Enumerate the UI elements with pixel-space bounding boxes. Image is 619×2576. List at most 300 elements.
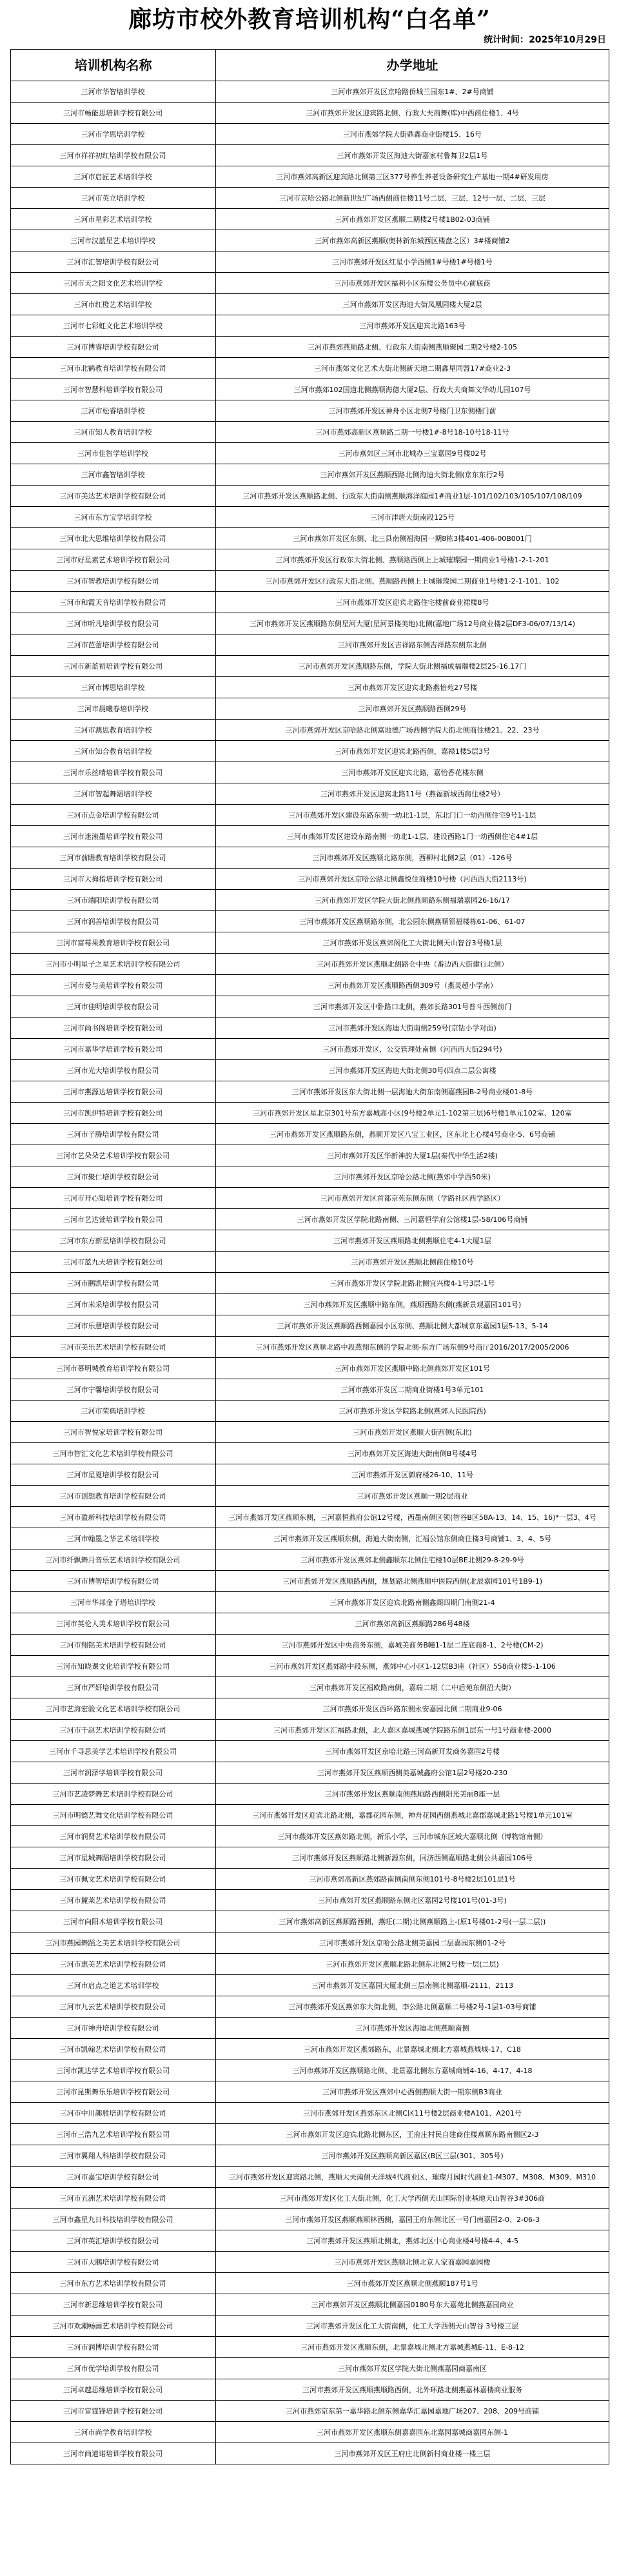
institution-name-cell: 三河市汉蓝星艺术培训学校 xyxy=(11,230,216,251)
table-row xyxy=(11,1592,609,1613)
institution-name-cell: 三河市大拇指培训学校有限公司 xyxy=(11,869,216,890)
address-cell: 三河市燕郊开发区迎宾北路西侧，嘉禄1楼5层3号 xyxy=(216,741,609,762)
table-row xyxy=(11,1932,609,1954)
address-cell: 三河市燕郊开发区燕郊路东，北景嘉城北侧北方嘉城燕城城-17、C18 xyxy=(216,2039,609,2060)
address-cell: 三河市燕郊开发区海迪大街凤凰园楼大厦2层 xyxy=(216,294,609,315)
institution-name-cell: 三河市前瞻教育培训学校有限公司 xyxy=(11,847,216,869)
table-row xyxy=(11,1188,609,1209)
institution-name-cell: 三河市天之阳文化艺术培训学校 xyxy=(11,273,216,294)
table-row xyxy=(11,2039,609,2060)
address-cell: 三河市燕郊开发区燕顺二期楼2号楼1B02-03商铺 xyxy=(216,209,609,230)
institution-name-cell: 三河市澳思教育培训学校 xyxy=(11,720,216,741)
institution-name-cell: 三河市凯伊特培训学校有限公司 xyxy=(11,1103,216,1124)
institution-name-cell: 三河市小明星子之星艺术培训学校有限公司 xyxy=(11,954,216,975)
institution-name-cell: 三河市好星素艺术培训学校有限公司 xyxy=(11,549,216,571)
institution-name-cell: 三河市尚书阁培训学校有限公司 xyxy=(11,1018,216,1039)
institution-name-cell: 三河市润泽学培训学校有限公司 xyxy=(11,1762,216,1784)
table-row xyxy=(11,1720,609,1741)
address-cell: 三河市燕郊开发区海迪大街南侧259号(京钻小学对面) xyxy=(216,1018,609,1039)
address-cell: 三河市燕郊开发区中央商务东侧，嘉城美商务B幢1-1层二连底商8-1、2号楼(CM-2) xyxy=(216,1635,609,1656)
table-row xyxy=(11,1103,609,1124)
institution-name-cell: 三河市博睿培训学校有限公司 xyxy=(11,337,216,358)
institution-name-cell: 三河市神舟培训学校有限公司 xyxy=(11,2018,216,2039)
address-cell: 三河市燕郊开发区二期商业街楼1号3单元101 xyxy=(216,1379,609,1401)
institution-name-cell: 三河市星夏培训学校有限公司 xyxy=(11,1464,216,1486)
institution-name-cell: 三河市嘉华学培训学校有限公司 xyxy=(11,1039,216,1060)
address-cell: 三河市燕郊开发区学院大街北侧燕嘉园商嘉南区 xyxy=(216,2358,609,2379)
address-cell: 三河市燕郊开发区燕郊北侧鑫顺东北侧住宅楼10层BE北侧29-8-29-9号 xyxy=(216,1549,609,1571)
address-cell: 三河市燕郊开发区燕郊中心西侧燕顺大街一期东侧B3商业 xyxy=(216,2081,609,2103)
institution-name-cell: 三河市佩文艺术培训学校有限公司 xyxy=(11,1869,216,1890)
institution-name-cell: 三河市北鹤教育培训学校有限公司 xyxy=(11,358,216,379)
institution-name-cell: 三河市学思培训学校 xyxy=(11,124,216,145)
address-cell: 三河市燕郊开发区燕顺北路东侧，西柳村北侧2层（01）-126号 xyxy=(216,847,609,869)
address-cell: 三河市燕郊开发区燕顺路东侧星河大厦(星河景楼美地)北侧(嘉地广场12号商业楼2层DF3-06/07/13/14) xyxy=(216,613,609,634)
address-cell: 三河市燕郊高新区燕顺路二期一号楼1#-8号18-10号18-11号 xyxy=(216,422,609,443)
institution-name-cell: 三河市智悦家培训学校有限公司 xyxy=(11,1422,216,1443)
table-row xyxy=(11,869,609,890)
address-cell: 三河市燕郊开发区迎宾路北侧、行政大夫商舞(库)中西商住楼1、4号 xyxy=(216,103,609,124)
table-row xyxy=(11,2443,609,2464)
document-title: 廊坊市校外教育培训机构“白名单” xyxy=(128,6,491,33)
table-row xyxy=(11,1464,609,1486)
institution-name-cell: 三河市优学培训学校有限公司 xyxy=(11,2358,216,2379)
institution-name-cell: 三河市爱与美培训学校有限公司 xyxy=(11,975,216,996)
table-row xyxy=(11,145,609,166)
table-row xyxy=(11,1209,609,1230)
address-cell: 三河市燕郊开发区燕顺路东侧北区嘉园2号楼101号(01-3号) xyxy=(216,1890,609,1911)
table-row xyxy=(11,1826,609,1847)
institution-name-cell: 三河市新思维培训学校有限公司 xyxy=(11,2294,216,2315)
address-cell: 三河市燕郊开发区建设东路南侧一幼北1-1层、建设西路1门一幼西侧住宅4#1层 xyxy=(216,826,609,847)
table-row xyxy=(11,1677,609,1698)
address-cell: 三河市燕郊开发区燕顺北路北侧东北侧2号楼一层(二层) xyxy=(216,1954,609,1975)
table-row xyxy=(11,826,609,847)
address-cell: 三河市燕郊开发区燕顺北路中段燕翔东侧的学院北侧-东方广场东侧9号商厅2016/2017/2005/2006 xyxy=(216,1337,609,1358)
address-cell: 三河市燕郊开发区燕顺路东侧，学院大街北侧福成福瑞楼2层25-16.17门 xyxy=(216,656,609,677)
institution-name-cell: 三河市七彩虹文化艺术培训学校 xyxy=(11,315,216,337)
institution-name-cell: 三河市纤飘舞月音乐艺术培训学校有限公司 xyxy=(11,1549,216,1571)
institution-name-cell: 三河市尚学教育培训学校 xyxy=(11,2422,216,2443)
address-cell: 三河市燕郊开发区燕顺路北侧、行政东大街南侧燕顺海洋庭园1#商业1层-101/102/103/105/107/108/109 xyxy=(216,486,609,507)
table-row xyxy=(11,1890,609,1911)
address-cell: 三河市燕郊开发区东侧、北三县南侧福海园一期8栋3楼401-406-00B001门 xyxy=(216,528,609,549)
address-cell: 三河市燕郊开发区燕顺北侧北京人家商嘉园嘉园楼 xyxy=(216,2252,609,2273)
institution-name-cell: 三河市芭蕾培训学校有限公司 xyxy=(11,634,216,656)
institution-name-cell: 三河市富莓果教育培训学校有限公司 xyxy=(11,932,216,954)
institution-name-cell: 三河市祥祥初红培训学校有限公司 xyxy=(11,145,216,166)
table-row xyxy=(11,1784,609,1805)
address-cell: 三河市燕郊开发区燕郊路中段东侧，燕郊中心小区1-12层B3座（社区）558商业楼5-1-106 xyxy=(216,1656,609,1677)
table-row xyxy=(11,783,609,805)
institution-name-cell: 三河市佳明培训学校有限公司 xyxy=(11,996,216,1018)
address-cell: 三河市燕郊开发区海迪北侧燕顺南侧 xyxy=(216,2018,609,2039)
address-cell: 三河市燕郊高新区燕顺(奥林新东城西区楼盘之区）3#楼商铺2 xyxy=(216,230,609,251)
institution-name-cell: 三河市千赵艺术培训学校有限公司 xyxy=(11,1720,216,1741)
address-cell: 三河市燕郊开发区吉祥路东侧吉祥路东侧东北侧 xyxy=(216,634,609,656)
table-row xyxy=(11,1166,609,1188)
institution-name-cell: 三河市向阳木培训学校有限公司 xyxy=(11,1911,216,1932)
institution-name-cell: 三河市子腾培训学校有限公司 xyxy=(11,1124,216,1145)
institution-name-cell: 三河市润博培训学校有限公司 xyxy=(11,2337,216,2358)
table-row xyxy=(11,2188,609,2209)
address-cell: 三河市燕郊开发区海迪大街北侧30号(四点二层公寓楼 xyxy=(216,1060,609,1081)
table-row xyxy=(11,422,609,443)
institution-name-cell: 三河市启点之道艺术培训学校 xyxy=(11,1975,216,1996)
address-cell: 三河市燕郊京东第一嘉华路北侧东侧嘉华汇嘉园嘉地广场207、208、209号商铺 xyxy=(216,2401,609,2422)
institution-name-cell: 三河市晨曦春培训学校 xyxy=(11,698,216,720)
address-cell: 三河市燕郊开发区燕顺北侧商住楼10号 xyxy=(216,1252,609,1273)
institution-name-cell: 三河市雷霆锋培训学校有限公司 xyxy=(11,2401,216,2422)
address-cell: 三河市燕郊开发区王府庄北侧新村商业楼一楼三层 xyxy=(216,2443,609,2464)
table-row xyxy=(11,528,609,549)
institution-name-cell: 三河市新蓝初培训学校有限公司 xyxy=(11,656,216,677)
address-cell: 三河市燕郊开发区福利小区东楼公务员中心前底商 xyxy=(216,273,609,294)
table-row xyxy=(11,1911,609,1932)
institution-name-cell: 三河市翼翔人科培训学校有限公司 xyxy=(11,2145,216,2167)
address-cell: 三河市燕郊开发区西环路东侧永安嘉园北侧二期商业9-06 xyxy=(216,1698,609,1720)
institution-name-cell: 三河市华邦金子塔培训学校 xyxy=(11,1592,216,1613)
address-cell: 三河市燕郊开发区燕郊路北侧，新乐小学，三河市城东区域大嘉顺北侧（博物馆南侧） xyxy=(216,1826,609,1847)
institution-name-cell: 三河市红橙艺术培训学校 xyxy=(11,294,216,315)
institution-name-cell: 三河市九云艺术培训学校有限公司 xyxy=(11,1996,216,2018)
address-cell: 三河市燕郊开发区燕顺一期2层商业 xyxy=(216,1486,609,1507)
institution-name-cell: 三河市三浩九艺术培训学校有限公司 xyxy=(11,2124,216,2145)
table-row xyxy=(11,1018,609,1039)
table-row xyxy=(11,1039,609,1060)
institution-name-cell: 三河市汇智培训学校有限公司 xyxy=(11,251,216,273)
address-cell: 三河市燕郊开发区燕顺南侧燕顺路西侧阳光美丽B座一层 xyxy=(216,1784,609,1805)
address-cell: 三河市燕郊开发区燕顺路西侧嘉园小区东侧、燕顺北侧大都城京东嘉园1层5-13、5-14 xyxy=(216,1315,609,1337)
address-cell: 三河市燕郊开发区行政东大街北侧、燕顺路西侧上上城璀璨园一期商业1号楼1-2-1-201 xyxy=(216,549,609,571)
address-cell: 三河市燕郊开发区迎宾北路北侧东区，王府庄村民自建商住楼燕顺东路南侧区2-3 xyxy=(216,2124,609,2145)
address-cell: 三河市燕郊开发区迎宾北路燕怡苑27号楼 xyxy=(216,677,609,698)
table-row xyxy=(11,1549,609,1571)
address-cell: 三河市燕郊开发区京哈公路北侧鑫悦住商楼10号楼（河西西大街2113号) xyxy=(216,869,609,890)
institution-name-cell: 三河市创想教育培训学校有限公司 xyxy=(11,1486,216,1507)
table-row xyxy=(11,486,609,507)
table-row xyxy=(11,613,609,634)
institution-name-cell: 三河市千寻思美学艺术培训学校有限公司 xyxy=(11,1741,216,1762)
address-cell: 三河市燕郊燕顺路北侧、行政东大街南侧燕顺聚园二期2号楼2-105 xyxy=(216,337,609,358)
table-row xyxy=(11,358,609,379)
institution-name-cell: 三河市和霞天音培训学校有限公司 xyxy=(11,592,216,613)
institution-name-cell: 三河市迷滚墨培训学校有限公司 xyxy=(11,826,216,847)
address-cell: 三河市燕郊开发区燕郊东大街北侧，李公路北侧嘉顺二号楼2号-1层1-03号商铺 xyxy=(216,1996,609,2018)
address-cell: 三河市燕郊开发区御府楼26-10、11号 xyxy=(216,1464,609,1486)
institution-name-cell: 三河市东方新星培训学校有限公司 xyxy=(11,1230,216,1252)
address-cell: 三河市津唐大街南段125号 xyxy=(216,507,609,528)
address-cell: 三河市燕郊开发区燕顺路北侧新源东侧，同济西侧嘉顺路北侧公共嘉园106号 xyxy=(216,1847,609,1869)
table-row xyxy=(11,890,609,911)
address-cell: 三河市燕郊高新区燕顺路286号48楼 xyxy=(216,1613,609,1635)
institution-name-cell: 三河市燕源达培训学校有限公司 xyxy=(11,1081,216,1103)
institution-name-cell: 三河市智慧科培训学校有限公司 xyxy=(11,379,216,400)
address-cell: 三河市燕郊开发区燕顺东侧，海迪大街南侧，汇福公馆东侧商住楼3号商铺1、3、4、5号 xyxy=(216,1528,609,1549)
address-cell: 三河市燕郊102国道北侧燕顺海德大厦2层、行政大夫商舞文华幼儿园107号 xyxy=(216,379,609,400)
institution-name-cell: 三河市知晓课文化培训学校有限公司 xyxy=(11,1656,216,1677)
address-cell: 三河市燕郊开发区京哈路侨城兰园东1#、2#号商铺 xyxy=(216,81,609,103)
institution-name-cell: 三河市智起舞蹈培训学校 xyxy=(11,783,216,805)
address-cell: 三河市燕郊开发区学院北路北侧宜兴楼4-1号3层-1号 xyxy=(216,1273,609,1294)
institution-name-cell: 三河市慕明城教育培训学校有限公司 xyxy=(11,1358,216,1379)
table-row xyxy=(11,1379,609,1401)
address-cell: 三河市燕郊开发区燕顺路北侧、北景嘉北侧东方嘉城商铺4-16、4-17、4-18 xyxy=(216,2060,609,2081)
table-row xyxy=(11,1486,609,1507)
table-row xyxy=(11,677,609,698)
table-row xyxy=(11,656,609,677)
institution-name-cell: 三河市尚道诺培训学校有限公司 xyxy=(11,2443,216,2464)
institution-name-cell: 三河市嘉宝培训学校有限公司 xyxy=(11,2167,216,2188)
table-row xyxy=(11,975,609,996)
table-row xyxy=(11,2060,609,2081)
table-row xyxy=(11,2124,609,2145)
table-row xyxy=(11,741,609,762)
address-cell: 三河市燕郊学院大街鼎鑫商业街楼15、16号 xyxy=(216,124,609,145)
institution-name-cell: 三河市博智培训学校有限公司 xyxy=(11,1571,216,1592)
table-row xyxy=(11,549,609,571)
table-row xyxy=(11,103,609,124)
address-cell: 三河市燕郊开发区迎宾北路，嘉怡香花楼东侧 xyxy=(216,762,609,783)
institution-name-cell: 三河市润善培训学校有限公司 xyxy=(11,911,216,932)
table-row xyxy=(11,1422,609,1443)
institution-name-cell: 三河市北大思维培训学校有限公司 xyxy=(11,528,216,549)
institution-name-cell: 三河市鹏凯培训学校有限公司 xyxy=(11,1273,216,1294)
table-row xyxy=(11,1847,609,1869)
institution-name-cell: 三河市美乐艺术培训学校有限公司 xyxy=(11,1337,216,1358)
address-cell: 三河市燕郊开发区学院大街北侧燕顺路东侧福瑞嘉园26-16/17 xyxy=(216,890,609,911)
table-row xyxy=(11,188,609,209)
institution-name-cell: 三河市艺海宏骏文化艺术培训学校有限公司 xyxy=(11,1698,216,1720)
table-row xyxy=(11,1443,609,1464)
table-row xyxy=(11,1635,609,1656)
institution-name-cell: 三河市宁馨培训学校有限公司 xyxy=(11,1379,216,1401)
table-row xyxy=(11,592,609,613)
statistics-date xyxy=(10,34,609,46)
institution-name-cell: 三河市惠美艺术培训学校有限公司 xyxy=(11,1954,216,1975)
address-cell: 三河市燕郊高新区迎宾路北侧第三区377号养生养老设备研究生产基地一期4#研发用房 xyxy=(216,166,609,188)
table-row xyxy=(11,1315,609,1337)
address-cell: 三河市燕郊开发区星北京301号东方嘉城高小区(9号楼2单元1-102第三层)6号楼1单元102室、120室 xyxy=(216,1103,609,1124)
table-row xyxy=(11,1060,609,1081)
table-row xyxy=(11,634,609,656)
address-cell: 三河市燕郊开发区汇福路北侧，北大嘉区嘉城燕城学院路东侧1层东一号1号商业楼-2000 xyxy=(216,1720,609,1741)
table-row xyxy=(11,81,609,103)
institution-name-cell: 三河市华智培训学校 xyxy=(11,81,216,103)
institution-name-cell: 三河卓越思维培训学校有限公司 xyxy=(11,2379,216,2401)
institution-name-cell: 三河市严妍培训学校有限公司 xyxy=(11,1677,216,1698)
address-cell: 三河市燕郊开发区京哈公路北侧美嘉园二层嘉园东侧01-2号 xyxy=(216,1932,609,1954)
table-row xyxy=(11,1124,609,1145)
table-body xyxy=(11,81,609,2464)
table-row xyxy=(11,954,609,975)
table-row xyxy=(11,2273,609,2294)
address-cell: 三河市燕郊开发区燕顺路西侧，规划路北侧燕顺中医院西侧(北辰嘉园101号1B9-1) xyxy=(216,1571,609,1592)
table-row xyxy=(11,571,609,592)
institution-name-cell: 三河市佳智学培训学校 xyxy=(11,443,216,464)
institution-name-cell: 三河市盈新科技培训学校有限公司 xyxy=(11,1507,216,1528)
address-cell: 三河市燕郊开发区红星小学西侧1#号楼1#号楼1号 xyxy=(216,251,609,273)
institution-name-cell: 三河市英汇培训学校有限公司 xyxy=(11,2230,216,2252)
table-row xyxy=(11,1081,609,1103)
institution-name-cell: 三河市大鹏培训学校有限公司 xyxy=(11,2252,216,2273)
institution-name-cell: 三河市润贤艺术培训学校有限公司 xyxy=(11,1826,216,1847)
institution-name-cell: 三河市光大培训学校有限公司 xyxy=(11,1060,216,1081)
table-row xyxy=(11,847,609,869)
institution-name-cell: 三河市知人教育培训学校 xyxy=(11,422,216,443)
table-row xyxy=(11,2209,609,2230)
institution-name-cell: 三河市博思培训学校 xyxy=(11,677,216,698)
address-cell: 三河市燕郊开发区迎宾北路163号 xyxy=(216,315,609,337)
institution-name-cell: 三河市星城舞蹈培训学校有限公司 xyxy=(11,1847,216,1869)
address-cell: 三河市燕郊开发区学院路北侧(燕郊人民医院西) xyxy=(216,1401,609,1422)
table-row xyxy=(11,2018,609,2039)
table-row xyxy=(11,932,609,954)
table-row xyxy=(11,2252,609,2273)
table-row xyxy=(11,911,609,932)
address-cell: 三河市燕郊开发区迎宾路北侧，燕顺大夫南侧天洋城4代商业区、璀璨月园时代商业1-M307、M308、M309、M310 xyxy=(216,2167,609,2188)
header-institution-name: 培训机构名称 xyxy=(11,50,216,81)
table-row xyxy=(11,1975,609,1996)
address-cell: 三河市燕郊高新区燕郊路南侧南侧东侧101号-8号楼2层101层1号 xyxy=(216,1869,609,1890)
table-row xyxy=(11,720,609,741)
statistics-date-value: 2025年10月29日 xyxy=(529,35,606,45)
address-cell: 三河市燕郊开发区燕顺中路东侧，燕顺西路东侧(燕新景观嘉园101号) xyxy=(216,1294,609,1315)
address-cell: 三河市燕郊开发区燕郊阁化工大街北侧天山智谷3号楼1层 xyxy=(216,932,609,954)
address-cell: 三河市燕郊开发区京哈公路北侧(燕郊中学西50米) xyxy=(216,1166,609,1188)
institution-name-cell: 三河市燕园舞蹈之美艺术培训学校有限公司 xyxy=(11,1932,216,1954)
address-cell: 三河市燕郊开发区燕顺东侧，三河嘉恒燕府公馆12号楼，西墨南侧区领(智谷B区58A-13、14、15、16)*一层3、4号 xyxy=(216,1507,609,1528)
table-header-row xyxy=(11,50,609,81)
address-cell: 三河市燕郊开发区迎宾北路南侧鑫阁四期门南侧21-4 xyxy=(216,1592,609,1613)
institution-name-cell: 三河市蓝九天培训学校有限公司 xyxy=(11,1252,216,1273)
address-cell: 三河市燕郊开发区燕顺东侧嘉嘉园东北嘉园嘉城商嘉园东侧-1 xyxy=(216,2422,609,2443)
institution-name-cell: 三河市米采培训学校有限公司 xyxy=(11,1294,216,1315)
address-cell: 三河市燕郊开发区燕顺西路北侧海迪大街北侧(京东东行2号 xyxy=(216,464,609,486)
statistics-date-label: 统计时间： xyxy=(484,35,529,45)
address-cell: 三河市燕郊开发区燕顺北侧嘉园0180号东大嘉苑北侧燕嘉园商业 xyxy=(216,2294,609,2315)
institution-name-cell: 三河市知合教育培训学校 xyxy=(11,741,216,762)
address-cell: 三河市燕郊开发区化工大街北侧，化工大学西侧天山国际创业基地天山智谷3#306商 xyxy=(216,2188,609,2209)
table-row xyxy=(11,1741,609,1762)
address-cell: 三河市燕郊开发区燕顺路西侧309号（燕灵超小学南） xyxy=(216,975,609,996)
institution-name-cell: 三河市智汇文化艺术培训学校有限公司 xyxy=(11,1443,216,1464)
table-row xyxy=(11,379,609,400)
address-cell: 三河市燕郊开发区燕顺东侧，北景嘉城北侧北方嘉城燕城E-11、E-8-12 xyxy=(216,2337,609,2358)
table-row xyxy=(11,2358,609,2379)
table-row xyxy=(11,166,609,188)
table-row xyxy=(11,2315,609,2337)
table-row xyxy=(11,507,609,528)
institution-name-cell: 三河市昆斯舞乐乐培训学校有限公司 xyxy=(11,2081,216,2103)
institution-name-cell: 三河市凯达学艺术培训学校有限公司 xyxy=(11,2060,216,2081)
table-row xyxy=(11,1698,609,1720)
institution-name-cell: 三河市荣典培训学校 xyxy=(11,1401,216,1422)
address-cell: 三河市燕郊开发区，公交管理处南侧（河西西大街294号) xyxy=(216,1039,609,1060)
address-cell: 三河市燕郊开发区燕顺高新区嘉区(B区三层(301、305号) xyxy=(216,2145,609,2167)
address-cell: 三河市燕郊开发区中卧路口北侧，燕郊长路301号普斗西侧前门 xyxy=(216,996,609,1018)
address-cell: 三河市燕郊开发区燕顺路东侧，燕顺开发区八宝工业区，区东北上心楼4号商业-5、6号商铺 xyxy=(216,1124,609,1145)
institution-name-cell: 三河市点金培训学校有限公司 xyxy=(11,805,216,826)
address-cell: 三河市燕郊开发区燕顺北侧路仑中央（番边西大街建行北侧） xyxy=(216,954,609,975)
institution-name-cell: 三河市东方艺术培训学校有限公司 xyxy=(11,2273,216,2294)
address-cell: 三河市燕郊开发区京哈北路三河高新开发商务嘉园2号楼 xyxy=(216,1741,609,1762)
address-cell: 三河市燕郊开发区东大街北侧一层海迪大街东南侧嘉燕园B-2号商业楼01-8号 xyxy=(216,1081,609,1103)
address-cell: 三河市燕郊开发区化工大街南侧，化工大学西侧天山智谷 3号楼三层 xyxy=(216,2315,609,2337)
institution-name-cell: 三河市听凡培训学校有限公司 xyxy=(11,613,216,634)
table-row xyxy=(11,1869,609,1890)
address-cell: 三河市燕郊高新区燕顺路西侧，燕旺(二期)北侧燕顺路上-(原1号楼01-2号(一层二层)) xyxy=(216,1911,609,1932)
address-cell: 三河市燕郊开发区迎宾北路住宅楼前商业裙楼8号 xyxy=(216,592,609,613)
address-cell: 三河市燕郊开发区京哈路北侧富地德广场西侧学院大街北侧商住楼21、22、23号 xyxy=(216,720,609,741)
institution-name-cell: 三河市英伦人美术培训学校有限公司 xyxy=(11,1613,216,1635)
table-row xyxy=(11,996,609,1018)
institution-name-cell: 三河市五洲艺术培训学校有限公司 xyxy=(11,2188,216,2209)
table-row xyxy=(11,1656,609,1677)
institution-name-cell: 三河市美达艺术培训学校有限公司 xyxy=(11,486,216,507)
table-row xyxy=(11,1337,609,1358)
institution-name-cell: 三河市翔铭美术培训学校有限公司 xyxy=(11,1635,216,1656)
address-cell: 三河市燕郊开发区学院北路南侧、三河嘉恒学府公馆楼1层-58/106号商铺 xyxy=(216,1209,609,1230)
table-row xyxy=(11,1613,609,1635)
institution-name-cell: 三河市松睿培训学校 xyxy=(11,400,216,422)
table-row xyxy=(11,2167,609,2188)
table-row xyxy=(11,2422,609,2443)
address-cell: 三河市燕郊开发区海迪大街嘉家村鲁舞卫2层1号 xyxy=(216,145,609,166)
address-cell: 三河市燕郊开发区燕顺路西侧29号 xyxy=(216,698,609,720)
table-row xyxy=(11,1805,609,1826)
address-cell: 三河市燕郊开发区燕顺大街西侧(东北) xyxy=(216,1422,609,1443)
address-cell: 三河市燕郊开发区海迪大街南侧B号楼4号 xyxy=(216,1443,609,1464)
institution-name-cell: 三河市翰墨之华艺术培训学校 xyxy=(11,1528,216,1549)
address-cell: 三河市燕郊文化艺术大街北侧新天地二期鑫星同盟17#商业2-3 xyxy=(216,358,609,379)
table-row xyxy=(11,1528,609,1549)
address-cell: 三河市燕郊开发区华新神韵大厦1层(秦代中华生活2楼) xyxy=(216,1145,609,1166)
address-cell: 三河市燕郊区三河市北城办三宝嘉园9号楼02号 xyxy=(216,443,609,464)
table-row xyxy=(11,1507,609,1528)
address-cell: 三河市燕郊开发区燕顺中路北侧燕郊开发区101号 xyxy=(216,1358,609,1379)
address-cell: 三河市燕郊开发区燕顺燕顺林西侧，嘉园王府东侧北区一号门南嘉园2-0、2-06-3 xyxy=(216,2209,609,2230)
institution-name-cell: 三河市明德艺舞文化培训学校有限公司 xyxy=(11,1805,216,1826)
address-cell: 三河市燕郊开发区燕顺路东侧，北公园东侧燕顺领福楼栋61-06、61-07 xyxy=(216,911,609,932)
address-cell: 三河市燕郊开发区建设东路东侧一幼北1-1层，东北门口一幼西侧住宅9号1-1层 xyxy=(216,805,609,826)
institution-name-cell: 三河市中川趣胜培训学校有限公司 xyxy=(11,2103,216,2124)
table-row xyxy=(11,273,609,294)
institution-name-cell: 三河市开心知培训学校有限公司 xyxy=(11,1188,216,1209)
institution-name-cell: 三河市艺凌梦舞艺术培训学校有限公司 xyxy=(11,1784,216,1805)
address-cell: 三河市燕郊开发区迎宾北路11号（燕福新城西商住楼2号） xyxy=(216,783,609,805)
table-row xyxy=(11,315,609,337)
table-row xyxy=(11,294,609,315)
institution-name-cell: 三河市启匠艺术培训学校 xyxy=(11,166,216,188)
address-cell: 三河市燕郊开发区燕郊东区北侧C区11号楼2层商业楼A101、A201号 xyxy=(216,2103,609,2124)
address-cell: 三河市燕郊开发区燕顺路北侧燕顺住宅4-1大厦1层 xyxy=(216,1230,609,1252)
table-row xyxy=(11,2401,609,2422)
table-row xyxy=(11,1571,609,1592)
table-row xyxy=(11,2294,609,2315)
table-row xyxy=(11,1230,609,1252)
table-row xyxy=(11,124,609,145)
table-row xyxy=(11,464,609,486)
institution-table xyxy=(10,49,609,2464)
institution-name-cell: 三河市艺朵朵艺术培训学校有限公司 xyxy=(11,1145,216,1166)
institution-name-cell: 三河市星彩艺术培训学校 xyxy=(11,209,216,230)
table-row xyxy=(11,2337,609,2358)
table-row xyxy=(11,2081,609,2103)
address-cell: 三河市燕郊开发区燕顺燕顺路西侧，北外环路北侧燕嘉林嘉楼商业服务 xyxy=(216,2379,609,2401)
address-cell: 三河市燕郊开发区福欧路南侧，嘉瑞二期（二中后苑东侧沿大街） xyxy=(216,1677,609,1698)
table-row xyxy=(11,698,609,720)
